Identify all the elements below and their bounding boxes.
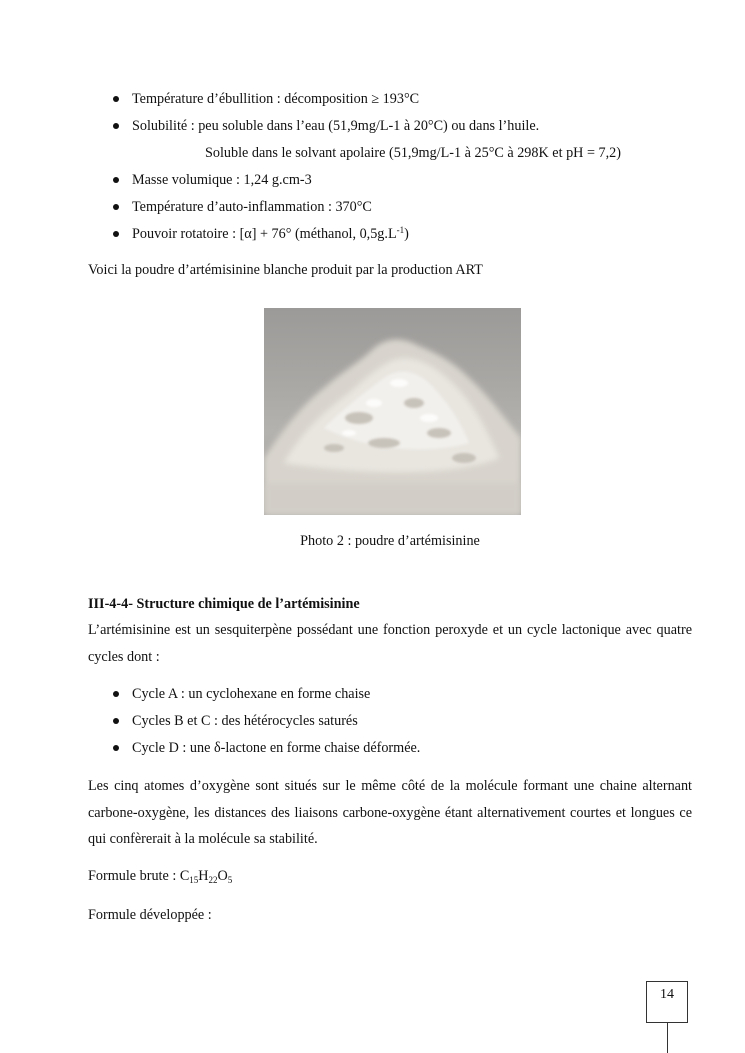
- formula-hydrogen-count: 22: [208, 875, 218, 885]
- formula-hydrogen: H: [198, 868, 209, 884]
- molecular-formula: [88, 863, 692, 890]
- formula-oxygen-count: 5: [227, 875, 233, 885]
- property-text: Température d’auto-inflammation : 370°C: [132, 199, 372, 215]
- property-text: Masse volumique : 1,24 g.cm-3: [132, 172, 312, 188]
- property-text: Température d’ébullition : décomposition ≥ 193°C: [132, 91, 420, 107]
- formula-oxygen: O: [217, 868, 228, 884]
- property-item: [88, 196, 692, 223]
- cycles-list: [88, 683, 692, 764]
- property-text: Solubilité : peu soluble dans l’eau (51,9mg/L-1 à 20°C) ou dans l’huile.: [132, 118, 540, 134]
- formula-carbon: C: [179, 868, 190, 884]
- powder-image: [264, 308, 521, 515]
- rotatory-exponent: -1: [396, 225, 405, 235]
- formula-label: Formule brute :: [88, 868, 180, 884]
- bullet-icon: [113, 96, 119, 102]
- cycle-text: Cycle A : un cyclohexane en forme chaise: [132, 686, 371, 702]
- property-item: [88, 115, 692, 142]
- property-item: [88, 88, 692, 115]
- bullet-icon: [113, 204, 119, 210]
- bullet-icon: [113, 718, 119, 724]
- photo-caption: Photo 2 : poudre d’artémisinine: [300, 533, 480, 549]
- page-number: 14: [646, 981, 688, 1023]
- formula-carbon-count: 15: [189, 875, 199, 885]
- property-item: [88, 169, 692, 196]
- artemisinin-powder-photo: [264, 308, 521, 515]
- intro-paragraph: Voici la poudre d’artémisinine blanche produit par la production ART: [88, 262, 483, 278]
- property-item: [88, 223, 692, 250]
- cycle-item: [88, 710, 692, 737]
- bullet-icon: [113, 231, 119, 237]
- rotatory-close: ): [404, 226, 409, 242]
- properties-list: [88, 88, 692, 250]
- developed-formula-label: Formule développée :: [88, 907, 212, 923]
- property-continuation: [88, 142, 692, 169]
- bullet-icon: [113, 691, 119, 697]
- cycle-text: Cycle D : une δ-lactone en forme chaise déformée.: [132, 740, 421, 756]
- rotatory-text: Pouvoir rotatoire : [α] + 76° (méthanol, 0,5g.L: [132, 226, 397, 242]
- section-heading: III-4-4- Structure chimique de l’artémisinine: [88, 596, 360, 612]
- cycle-item: [88, 737, 692, 764]
- oxygen-paragraph: Les cinq atomes d’oxygène sont situés sur le même côté de la molécule formant une chaine alternant carbone-oxygène, les distances des liaisons carbone-oxygène étant alternativement courtes et longues ce qui confèrerait à la molécule sa stabilité.: [88, 778, 692, 847]
- page-number-divider: [667, 1023, 668, 1053]
- cycle-item: [88, 683, 692, 710]
- solubility-continuation-text: Soluble dans le solvant apolaire (51,9mg/L-1 à 25°C à 298K et pH = 7,2): [205, 145, 621, 161]
- bullet-icon: [113, 123, 119, 129]
- bullet-icon: [113, 745, 119, 751]
- bullet-icon: [113, 177, 119, 183]
- structure-intro-paragraph: L’artémisinine est un sesquiterpène possédant une fonction peroxyde et un cycle lactonique avec quatre cycles dont :: [88, 622, 692, 665]
- cycle-text: Cycles B et C : des hétérocycles saturés: [132, 713, 358, 729]
